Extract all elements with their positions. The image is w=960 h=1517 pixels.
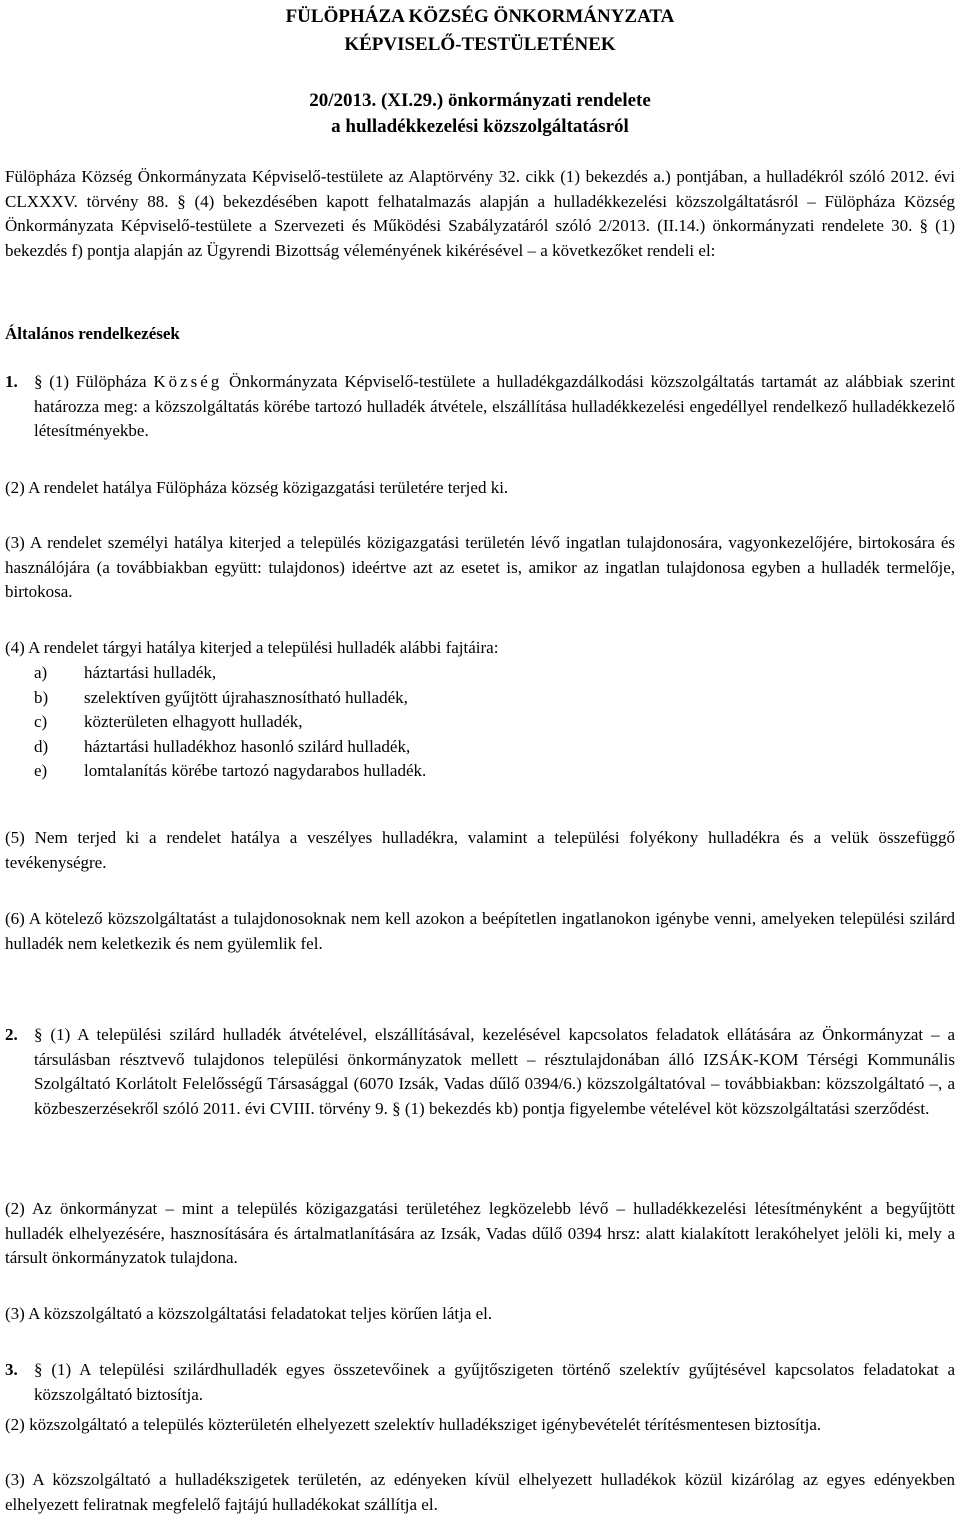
list-item: c) közterületen elhagyott hulladék, bbox=[34, 712, 303, 731]
title-decree-number: 20/2013. (XI.29.) önkormányzati rendelete bbox=[309, 90, 651, 111]
section-3-paragraph-3: (3) A közszolgáltató a hulladékszigetek területén, az edényeken kívül elhelyezett hulladékok közül kizárólag az egyes edényekben elhelyezett feliratnak megfelelő fajtájú hulladékokat szállítja el. bbox=[5, 1470, 955, 1514]
preamble: Fülöpháza Község Önkormányzata Képviselő-testülete az Alaptörvény 32. cikk (1) bekezdés a.) pontjában, a hulladékról szóló 2012. évi CLXXXV. törvény 88. § (4) bekezdésében kapott felhatalmazás alapján a hulladékkezelési közszolgáltatásról – Fülöpháza Község Önkormányzata Képviselő-testülete a Szervezeti és Működési Szabályzatáról szóló 2/2013. (II.14.) önkormányzati rendelete 30. § (1) bekezdés f) pontja alapján az Ügyrendi Bizottság véleményének kikérésével – a következőket rendeli el: bbox=[5, 167, 955, 260]
section-1-paragraph-5: (5) Nem terjed ki a rendelet hatálya a veszélyes hulladékra, valamint a települési folyékony hulladékra és a velük összefüggő tevékenységre. bbox=[5, 828, 955, 872]
section-3-paragraph-2: (2) közszolgáltató a település közterületén elhelyezett szelektív hulladéksziget igénybevételét térítésmentesen biztosítja. bbox=[5, 1415, 822, 1434]
title-body: KÉPVISELŐ-TESTÜLETÉNEK bbox=[344, 34, 616, 55]
section-1-paragraph-2: (2) A rendelet hatálya Fülöpháza község közigazgatási területére terjed ki. bbox=[5, 478, 509, 497]
section-2-paragraph-3: (3) A közszolgáltató a közszolgáltatási feladatokat teljes körűen látja el. bbox=[5, 1304, 493, 1323]
section-1-paragraph-4: (4) A rendelet tárgyi hatálya kiterjed a települési hulladék alábbi fajtáira: bbox=[5, 638, 499, 657]
list-item: e) lomtalanítás körébe tartozó nagydarabos hulladék. bbox=[34, 761, 427, 780]
title-decree-subject: a hulladékkezelési közszolgáltatásról bbox=[331, 116, 629, 137]
list-item: a) háztartási hulladék, bbox=[34, 663, 217, 682]
section-1-number: 1. bbox=[5, 372, 18, 391]
section-1-paragraph-6: (6) A kötelező közszolgáltatást a tulajdonosoknak nem kell azokon a beépítetlen ingatlanokon igénybe venni, amelyeken települési szilárd hulladék nem keletkezik és nem gyülemlik fel. bbox=[5, 909, 955, 953]
general-provisions-heading: Általános rendelkezések bbox=[5, 324, 180, 343]
section-1-paragraph-1: § (1) Fülöpháza Község Önkormányzata Képviselő-testülete a hulladékgazdálkodási közszolgáltatás tartamát az alábbiak szerint határozza meg: a közszolgáltatás körébe tartozó hulladék átvétele, elszállítása hulladékkezelési engedéllyel rendelkező hulladékkezelő létesítményekbe. bbox=[34, 372, 956, 440]
section-2-paragraph-2: (2) Az önkormányzat – mint a település közigazgatási területéhez legközelebb lévő – hulladékkezelési létesítményként a begyűjtött hulladék elhelyezésére, hasznosítására és ártalmatlanítására az Izsák, Vadas dűlő 0394 hrsz: alatt kialakított lerakóhelyet jelöli ki, mely a társult önkormányzatok tulajdona. bbox=[5, 1199, 955, 1267]
waste-type-list bbox=[34, 661, 934, 784]
list-item: d) háztartási hulladékhoz hasonló szilárd hulladék, bbox=[34, 736, 411, 756]
section-2-number: 2. bbox=[5, 1025, 18, 1044]
section-2-paragraph-1: § (1) A települési szilárd hulladék átvételével, elszállításával, kezelésével kapcsolatos feladatok ellátására az Önkormányzat – a társulásban résztvevő tulajdonos települési önkormányzatok mellett – résztulajdonában álló IZSÁK-KOM Térségi Kommunális Szolgáltató Korlátolt Felelősségű Társasággal (6070 Izsák, Vadas dűlő 0394/6.) közszolgáltatóval – továbbiakban: közszolgáltató –, a közbeszerzésekről szóló 2011. évi CVIII. törvény 9. § (1) bekezdés kb) pontja figyelembe vételével köt közszolgáltatási szerződést. bbox=[34, 1025, 955, 1118]
section-3-number: 3. bbox=[5, 1360, 18, 1379]
list-item: b) szelektíven gyűjtött újrahasznosítható hulladék, bbox=[34, 687, 408, 707]
section-3-paragraph-1: § (1) A települési szilárdhulladék egyes összetevőinek a gyűjtőszigeten történő szelektív gyűjtésével kapcsolatos feladatokat a közszolgáltató biztosítja. bbox=[34, 1360, 955, 1404]
title-municipality: FÜLÖPHÁZA KÖZSÉG ÖNKORMÁNYZATA bbox=[285, 6, 675, 27]
section-1-paragraph-3: (3) A rendelet személyi hatálya kiterjed a település közigazgatási területén lévő ingatlan tulajdonosára, vagyonkezelőjére, birtokosára és használójára (a továbbiakban együtt: tulajdonos) ideértve azt az esetet is, amikor az ingatlan tulajdonosa egyben a hulladék termelője, birtokosa. bbox=[5, 533, 955, 601]
